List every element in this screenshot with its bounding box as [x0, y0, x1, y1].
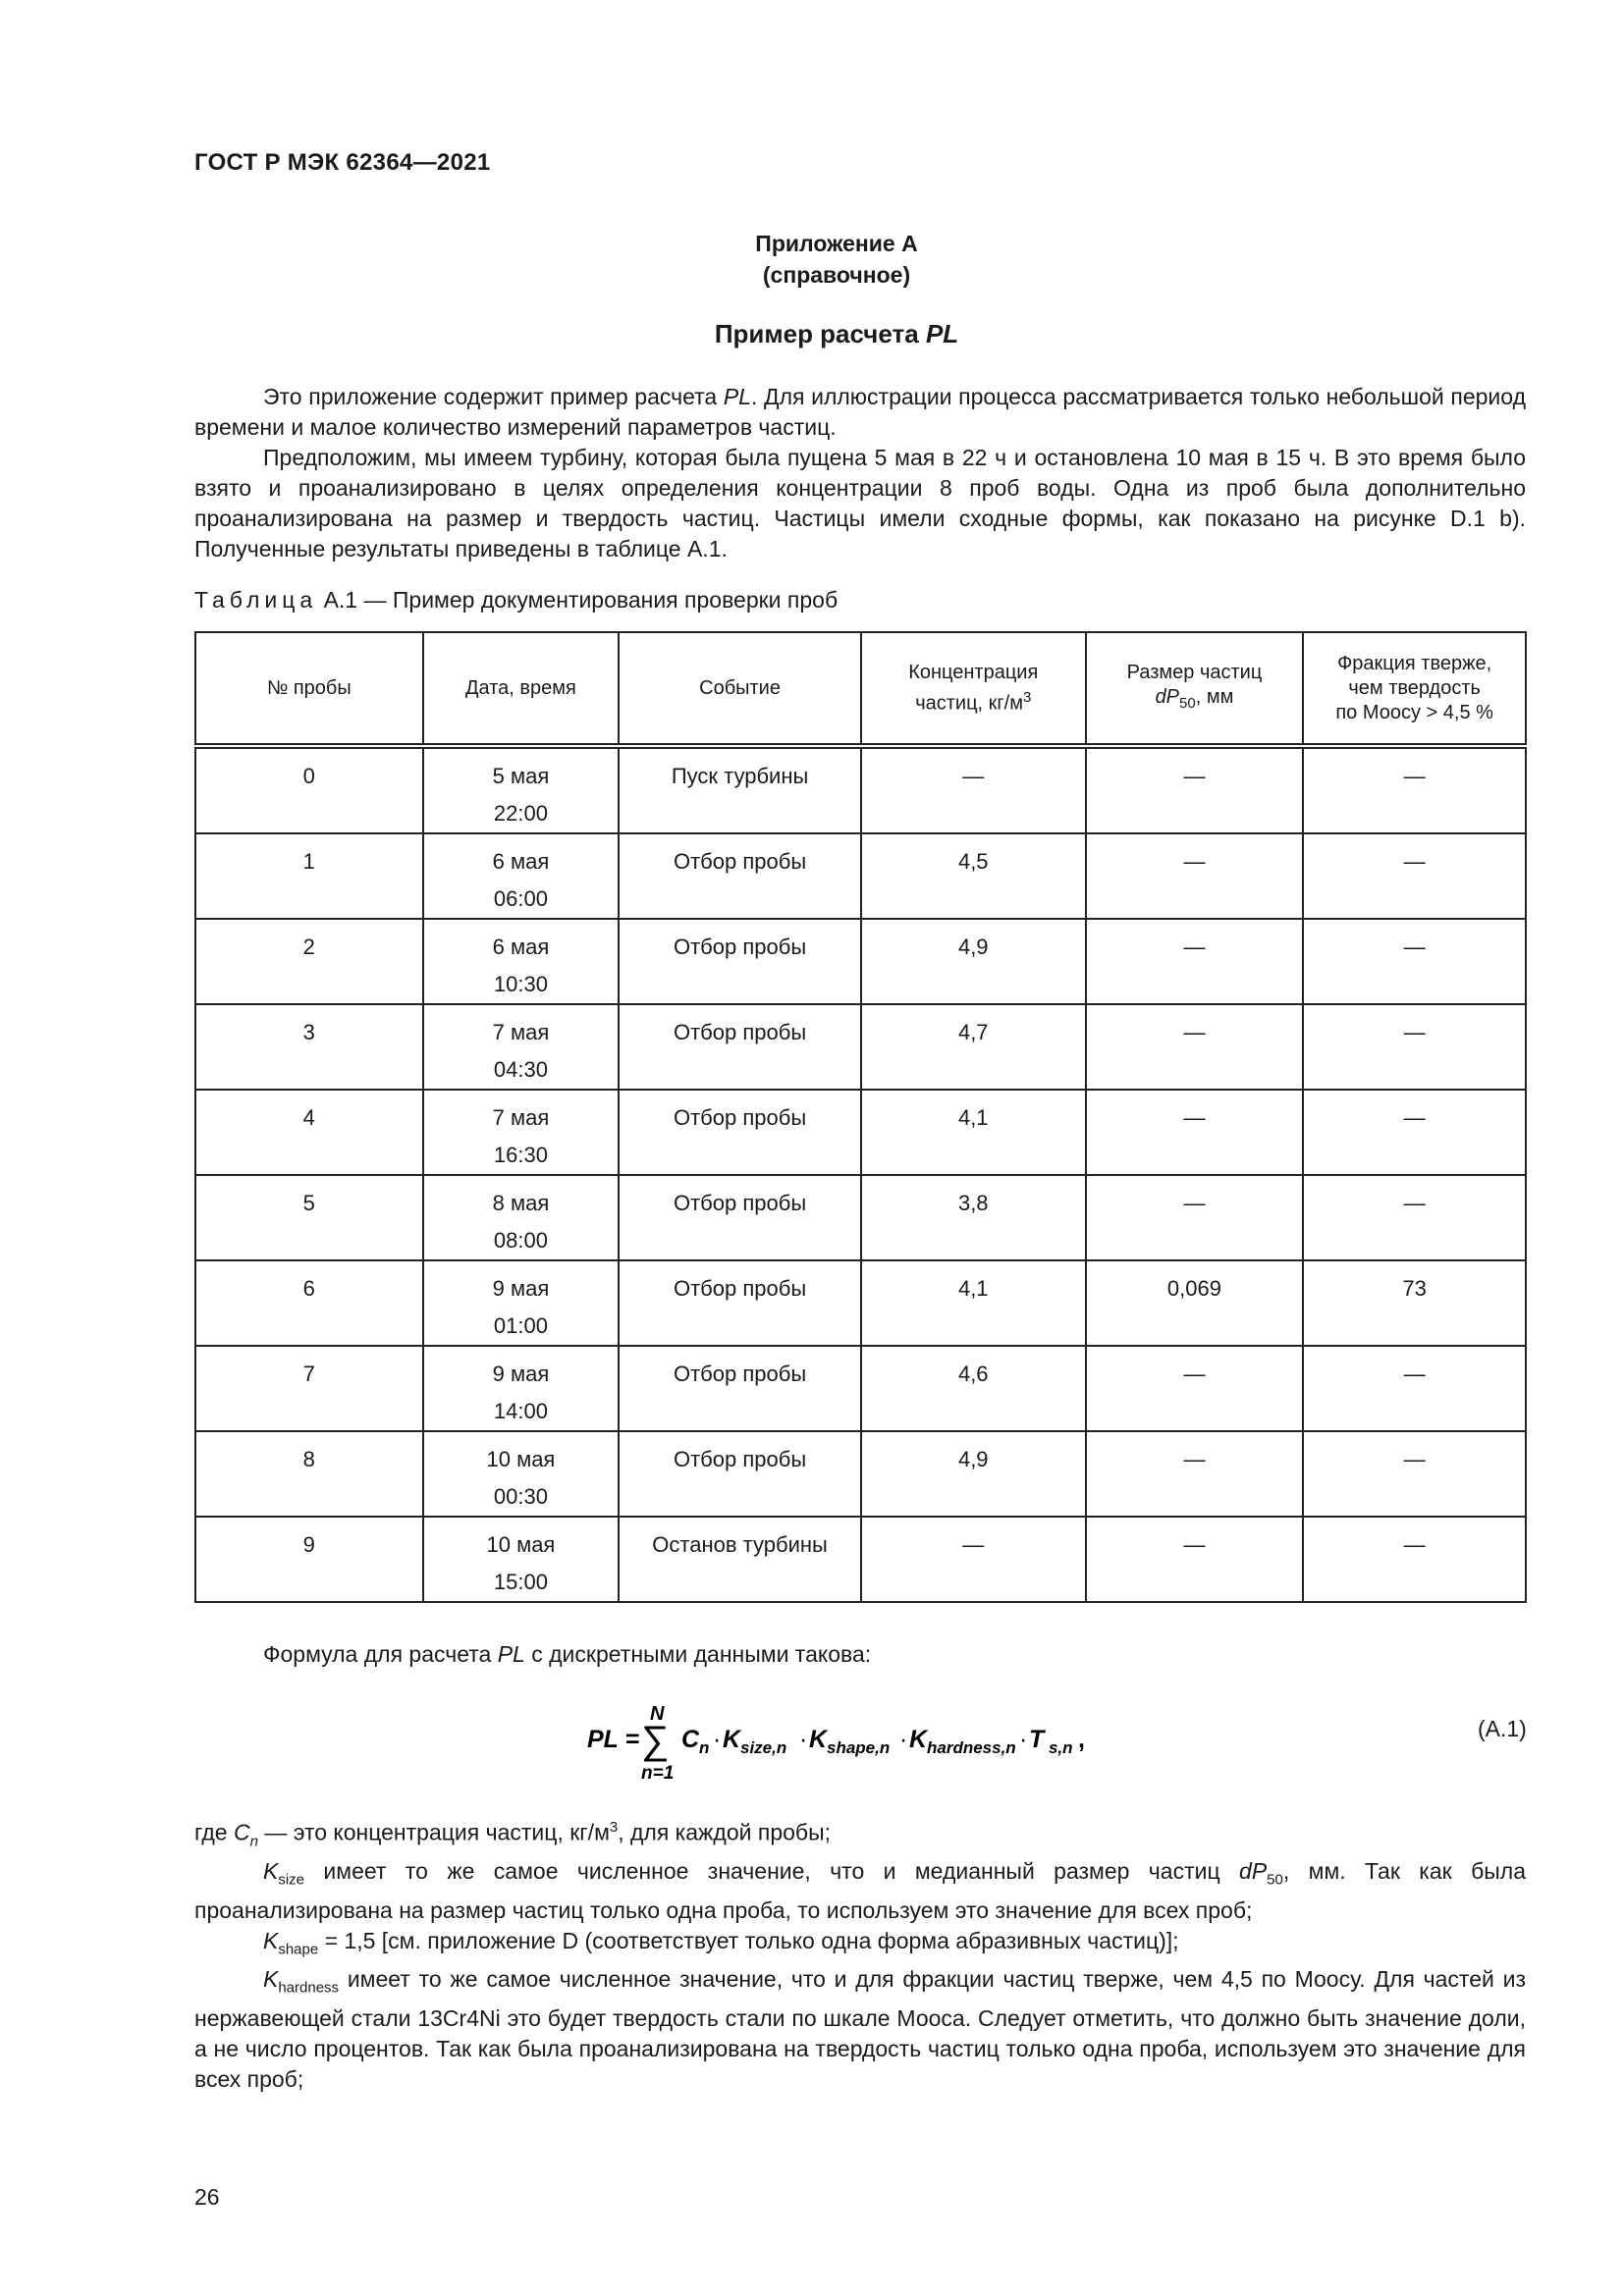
- cell-sample-no: [195, 833, 423, 919]
- cell-datetime-date: 9 мая: [492, 1276, 550, 1301]
- formula-block: [0, 1698, 1624, 1787]
- cell-sample-no: [195, 1175, 423, 1260]
- cell-event: [619, 1431, 861, 1517]
- cell-concentration: [861, 1517, 1086, 1602]
- cell-event: [619, 1260, 861, 1346]
- cell-datetime-time: 00:30: [493, 1484, 548, 1509]
- cell-hard-fraction: [1303, 1431, 1526, 1517]
- cell-datetime-time: 15:00: [493, 1570, 548, 1594]
- cell-sample-no-no: 0: [302, 764, 315, 788]
- definition-khardness: $K_{hardness}$ имеет то же самое численное значение, что и для фракции частиц тверже, чем 4,5 по Моосу. Для частей из нержавеющей стали 13Cr4Ni это будет твердость стали по шкале Мооса. Следует отметить, что должно быть значение доли, а не число процентов. Так как была проанализирована на твердость частиц только одна проба, используем это значение для всех проб;: [194, 1966, 1526, 2093]
- cell-event-event: Отбор пробы: [673, 1191, 807, 1215]
- cell-datetime-date: 7 мая: [492, 1105, 550, 1130]
- cell-sample-no-no: 1: [302, 849, 315, 874]
- cell-sample-no-no: 5: [302, 1191, 315, 1215]
- cell-sample-no: [195, 1260, 423, 1346]
- cell-sample-no: [195, 1517, 423, 1602]
- cell-event-event: Отбор пробы: [673, 934, 807, 959]
- cell-datetime-date: 7 мая: [492, 1020, 550, 1044]
- cell-event-event: Отбор пробы: [673, 1105, 807, 1130]
- cell-particle-size-size: —: [1183, 1447, 1206, 1471]
- page-number: 26: [194, 2184, 220, 2210]
- cell-hard-fraction: [1303, 833, 1526, 919]
- pl-formula: [587, 1698, 1137, 1787]
- cell-datetime: [423, 1004, 620, 1090]
- cell-event: [619, 1175, 861, 1260]
- formula-k-shape-sub: shape,n: [827, 1738, 891, 1757]
- cell-sample-no-no: 6: [302, 1276, 315, 1301]
- cell-sample-no: [195, 1346, 423, 1431]
- cell-concentration: [861, 1346, 1086, 1431]
- cell-hard-fraction: [1303, 1260, 1526, 1346]
- cell-datetime: [423, 1260, 620, 1346]
- cell-hard-fraction-frac: —: [1403, 1105, 1426, 1130]
- cell-datetime-date: 10 мая: [486, 1532, 556, 1557]
- cell-hard-fraction-frac: 73: [1402, 1276, 1427, 1301]
- formula-t: T: [1029, 1726, 1045, 1753]
- intro-text: [194, 382, 1526, 564]
- cell-datetime-date: 6 мая: [492, 849, 550, 874]
- table-body: [195, 746, 1526, 1602]
- cell-particle-size: [1086, 833, 1304, 919]
- cell-datetime-date: 9 мая: [492, 1362, 550, 1386]
- cell-sample-no-no: 2: [302, 934, 315, 959]
- cell-particle-size: [1086, 1090, 1304, 1175]
- table-caption: Таблица А.1 — Пример документирования проверки проб: [194, 587, 839, 613]
- cell-datetime: [423, 1346, 620, 1431]
- cell-concentration: [861, 746, 1086, 833]
- cell-particle-size-size: —: [1183, 1362, 1206, 1386]
- cell-concentration: [861, 1260, 1086, 1346]
- cell-datetime: [423, 1175, 620, 1260]
- cell-hard-fraction-frac: —: [1403, 849, 1426, 874]
- formula-k-hardness: K: [909, 1726, 928, 1753]
- cell-concentration-conc: 4,9: [957, 934, 989, 959]
- cell-sample-no: [195, 746, 423, 833]
- cell-hard-fraction: [1303, 1175, 1526, 1260]
- cell-event-event: Пуск турбины: [671, 764, 809, 788]
- cell-hard-fraction: [1303, 1004, 1526, 1090]
- cell-datetime-time: 01:00: [493, 1313, 548, 1338]
- cell-concentration-conc: 4,7: [957, 1020, 989, 1044]
- table-row: [195, 746, 1526, 833]
- cell-event: [619, 746, 861, 833]
- cell-concentration-conc: —: [962, 764, 985, 788]
- cell-hard-fraction-frac: —: [1403, 934, 1426, 959]
- formula-comma: ,: [1078, 1726, 1085, 1753]
- formula-k-shape: K: [809, 1726, 828, 1753]
- table-row: [195, 1431, 1526, 1517]
- formula-k-hardness-sub: hardness,n: [927, 1738, 1016, 1757]
- cell-concentration-conc: —: [962, 1532, 985, 1557]
- cell-concentration-conc: 4,5: [957, 849, 989, 874]
- cell-hard-fraction-frac: —: [1403, 1191, 1426, 1215]
- cell-datetime-date: 10 мая: [486, 1447, 556, 1471]
- cell-particle-size: [1086, 1175, 1304, 1260]
- cell-sample-no-no: 3: [302, 1020, 315, 1044]
- equation-number: (А.1): [1478, 1716, 1527, 1741]
- cell-datetime-date: 6 мая: [492, 934, 550, 959]
- cell-hard-fraction-frac: —: [1403, 1447, 1426, 1471]
- cell-datetime: [423, 746, 620, 833]
- sample-table: [194, 631, 1527, 1603]
- cell-sample-no: [195, 1004, 423, 1090]
- formula-c: C: [681, 1726, 700, 1753]
- table-row: [195, 919, 1526, 1004]
- header-hard-fraction: Фракция тверже, чем твердость по Моосу > 4,5 %: [1303, 632, 1526, 746]
- cell-hard-fraction: [1303, 1090, 1526, 1175]
- cell-datetime-time: 08:00: [493, 1228, 548, 1253]
- cell-sample-no: [195, 1090, 423, 1175]
- appendix-kind: (справочное): [762, 262, 911, 288]
- cell-particle-size-size: —: [1183, 1020, 1206, 1044]
- cell-particle-size: [1086, 1004, 1304, 1090]
- formula-intro: Формула для расчета PL с дискретными данными такова:: [263, 1641, 872, 1667]
- cell-event-event: Отбор пробы: [673, 849, 807, 874]
- header-event: Событие: [619, 632, 861, 746]
- table-header-row: [195, 632, 1526, 746]
- cell-particle-size-size: —: [1183, 1105, 1206, 1130]
- cell-particle-size: [1086, 1431, 1304, 1517]
- definition-ksize: $K_{size}$ имеет то же самое численное значение, что и медианный размер частиц $dP_{50}$, мм. Так как была проанализирована на размер частиц только одна проба, то используем это значение для всех проб;: [194, 1858, 1526, 1923]
- cell-particle-size: [1086, 919, 1304, 1004]
- cell-datetime-date: 5 мая: [492, 764, 550, 788]
- cell-particle-size-size: 0,069: [1166, 1276, 1221, 1301]
- cell-datetime: [423, 1517, 620, 1602]
- cell-concentration-conc: 4,1: [957, 1276, 989, 1301]
- cell-event: [619, 1517, 861, 1602]
- table-row: [195, 833, 1526, 919]
- formula-t-sub: s,n: [1049, 1738, 1073, 1757]
- formula-sum-upper: N: [650, 1703, 665, 1725]
- cell-sample-no-no: 4: [302, 1105, 315, 1130]
- table-row: [195, 1175, 1526, 1260]
- cell-concentration: [861, 1004, 1086, 1090]
- cell-concentration: [861, 833, 1086, 919]
- intro-paragraph-1: Это приложение содержит пример расчета PL. Для иллюстрации процесса рассматривается только небольшой период времени и малое количество измерений параметров частиц.: [194, 384, 1526, 440]
- cell-event: [619, 1090, 861, 1175]
- cell-event-event: Отбор пробы: [673, 1020, 807, 1044]
- standard-header: ГОСТ Р МЭК 62364—2021: [194, 149, 491, 176]
- cell-event: [619, 833, 861, 919]
- cell-particle-size-size: —: [1183, 849, 1206, 874]
- appendix-title: Приложение А: [755, 231, 918, 256]
- definition-cn: где $C_n$ — это концентрация частиц, $кг/м^3$, для каждой пробы;: [194, 1819, 832, 1850]
- cell-sample-no-no: 9: [302, 1532, 315, 1557]
- cell-sample-no-no: 8: [302, 1447, 315, 1471]
- table-row: [195, 1090, 1526, 1175]
- header-datetime: Дата, время: [423, 632, 620, 746]
- cell-datetime-time: 22:00: [493, 801, 548, 826]
- cell-datetime: [423, 1090, 620, 1175]
- cell-hard-fraction-frac: —: [1403, 1020, 1426, 1044]
- cell-datetime: [423, 833, 620, 919]
- cell-particle-size: [1086, 1346, 1304, 1431]
- cell-hard-fraction-frac: —: [1403, 764, 1426, 788]
- cell-event-event: Отбор пробы: [673, 1447, 807, 1471]
- cell-particle-size-size: —: [1183, 1532, 1206, 1557]
- cell-datetime-time: 16:30: [493, 1143, 548, 1167]
- cell-datetime: [423, 1431, 620, 1517]
- formula-lhs: PL =: [587, 1726, 640, 1753]
- table-row: [195, 1004, 1526, 1090]
- header-sample-no: № пробы: [195, 632, 423, 746]
- formula-sum-lower: n=1: [641, 1763, 675, 1784]
- formula-dot-1: ·: [713, 1726, 722, 1753]
- cell-concentration: [861, 1175, 1086, 1260]
- appendix-heading: [0, 228, 1624, 291]
- definitions: [194, 1812, 1526, 2095]
- cell-particle-size: [1086, 746, 1304, 833]
- cell-hard-fraction-frac: —: [1403, 1532, 1426, 1557]
- cell-datetime-time: 04:30: [493, 1057, 548, 1082]
- cell-sample-no-no: 7: [302, 1362, 315, 1386]
- cell-hard-fraction: [1303, 1346, 1526, 1431]
- cell-event-event: Отбор пробы: [673, 1362, 807, 1386]
- formula-dot-2: ·: [799, 1726, 808, 1753]
- cell-concentration: [861, 1090, 1086, 1175]
- formula-dot-3: ·: [899, 1726, 908, 1753]
- formula-c-sub: n: [699, 1738, 710, 1757]
- cell-particle-size-size: —: [1183, 1191, 1206, 1215]
- cell-datetime-time: 06:00: [493, 886, 548, 911]
- cell-particle-size-size: —: [1183, 934, 1206, 959]
- intro-paragraph-2: Предположим, мы имеем турбину, которая была пущена 5 мая в 22 ч и остановлена 10 мая в 15 ч. В это время было взято и проанализировано в целях определения концентрации 8 проб воды. Одна из проб была дополнительно проанализирована на размер и твердость частиц. Частицы имели сходные формы, как показано на рисунке D.1 b). Полученные результаты приведены в таблице А.1.: [194, 445, 1526, 561]
- cell-concentration-conc: 4,9: [957, 1447, 989, 1471]
- cell-event: [619, 919, 861, 1004]
- cell-concentration: [861, 1431, 1086, 1517]
- cell-event-event: Останов турбины: [652, 1532, 828, 1557]
- cell-concentration-conc: 4,6: [957, 1362, 989, 1386]
- header-concentration: Концентрация частиц, $кг/м^3$: [861, 632, 1086, 746]
- definition-kshape: $K_{shape} = 1,5$ [см. приложение D (соответствует только одна форма абразивных частиц)];: [263, 1927, 1179, 1958]
- cell-concentration-conc: 4,1: [957, 1105, 989, 1130]
- cell-event-event: Отбор пробы: [673, 1276, 807, 1301]
- cell-hard-fraction: [1303, 746, 1526, 833]
- cell-hard-fraction: [1303, 919, 1526, 1004]
- cell-hard-fraction: [1303, 1517, 1526, 1602]
- cell-sample-no: [195, 919, 423, 1004]
- section-title: Пример расчета PL: [714, 319, 959, 348]
- formula-k-size-sub: size,n: [740, 1738, 787, 1757]
- cell-particle-size: [1086, 1517, 1304, 1602]
- cell-sample-no: [195, 1431, 423, 1517]
- cell-particle-size: [1086, 1260, 1304, 1346]
- table-row: [195, 1346, 1526, 1431]
- cell-datetime-date: 8 мая: [492, 1191, 550, 1215]
- cell-datetime-time: 10:30: [493, 972, 548, 996]
- table-row: [195, 1517, 1526, 1602]
- cell-particle-size-size: —: [1183, 764, 1206, 788]
- table-row: [195, 1260, 1526, 1346]
- cell-datetime: [423, 919, 620, 1004]
- header-particle-size: Размер частиц $dP_{50}$, мм: [1086, 632, 1304, 746]
- cell-event: [619, 1004, 861, 1090]
- formula-dot-4: ·: [1019, 1726, 1028, 1753]
- cell-concentration: [861, 919, 1086, 1004]
- cell-concentration-conc: 3,8: [957, 1191, 989, 1215]
- formula-k-size: K: [723, 1726, 741, 1753]
- formula-sum-symbol: ∑: [641, 1719, 670, 1762]
- cell-event: [619, 1346, 861, 1431]
- cell-datetime-time: 14:00: [493, 1399, 548, 1423]
- cell-hard-fraction-frac: —: [1403, 1362, 1426, 1386]
